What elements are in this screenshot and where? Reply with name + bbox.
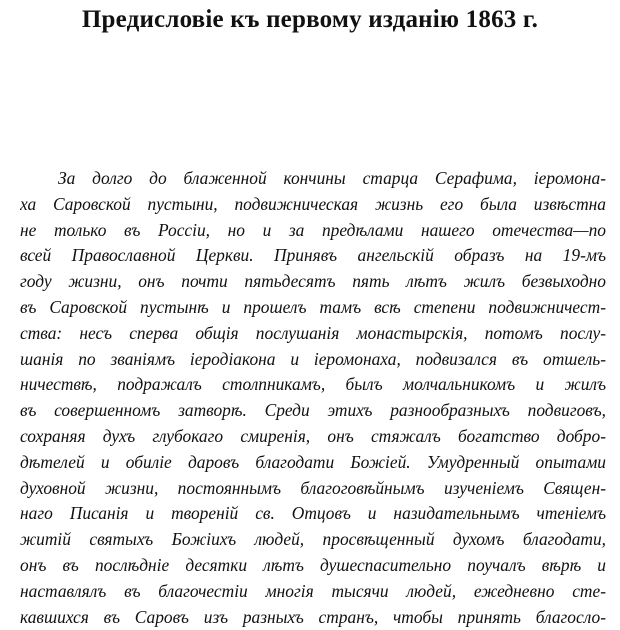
text-line: ха Саровской пустыни, подвижническая жизнь его была извѣстна xyxy=(20,193,606,214)
text-line: За долго до блаженной кончины старца Серафима, іеромона- xyxy=(58,168,606,188)
text-line: наго Писанія и твореній св. Отцовъ и назидательнымъ чтеніемъ xyxy=(20,503,606,524)
preface-body-text xyxy=(20,166,606,630)
text-line: шанія по званіямъ іеродіакона и іеромонаха, подвизался въ отшель- xyxy=(20,348,606,369)
text-line: году жизни, онъ почти пятьдесятъ пять лѣтъ жилъ безвыходно xyxy=(20,271,606,292)
text-line: житій святыхъ Божіихъ людей, просвѣщенный духомъ благодати, xyxy=(20,529,606,550)
text-line: духовной жизни, постояннымъ благоговѣйнымъ изученіемъ Священ- xyxy=(20,477,606,498)
text-line: ства: несъ сперва общія послушанія монастырскія, потомъ послу- xyxy=(20,322,606,343)
text-line: въ совершенномъ затворѣ. Среди этихъ разнообразныхъ подвиговъ, xyxy=(20,400,606,421)
text-line: ничествѣ, подражалъ столпникамъ, былъ молчальникомъ и жилъ xyxy=(20,374,606,395)
page-title: Предисловіе къ первому изданію 1863 г. xyxy=(81,6,539,33)
text-line: въ Саровской пустынѣ и прошелъ тамъ всѣ степени подвижничест- xyxy=(20,296,606,317)
text-line: онъ въ послѣдніе десятки лѣтъ душеспасительно поучалъ вѣрѣ и xyxy=(20,554,606,575)
text-line: дѣтелей и обиліе даровъ благодати Божіей. Умудренный опытами xyxy=(20,451,606,472)
text-line: всей Православной Церкви. Принявъ ангельскій образъ на 19-мъ xyxy=(20,245,606,266)
text-line: не только въ Россіи, но и за предѣлами нашего отечества—по xyxy=(20,219,606,240)
text-line: кавшихся въ Саровъ изъ разныхъ странъ, чтобы принять благосло- xyxy=(20,606,606,627)
text-line: сохраняя духъ глубокаго смиренія, онъ стяжалъ богатство добро- xyxy=(20,425,606,446)
text-line: наставлялъ въ благочестіи многія тысячи людей, ежедневно сте- xyxy=(20,580,606,601)
